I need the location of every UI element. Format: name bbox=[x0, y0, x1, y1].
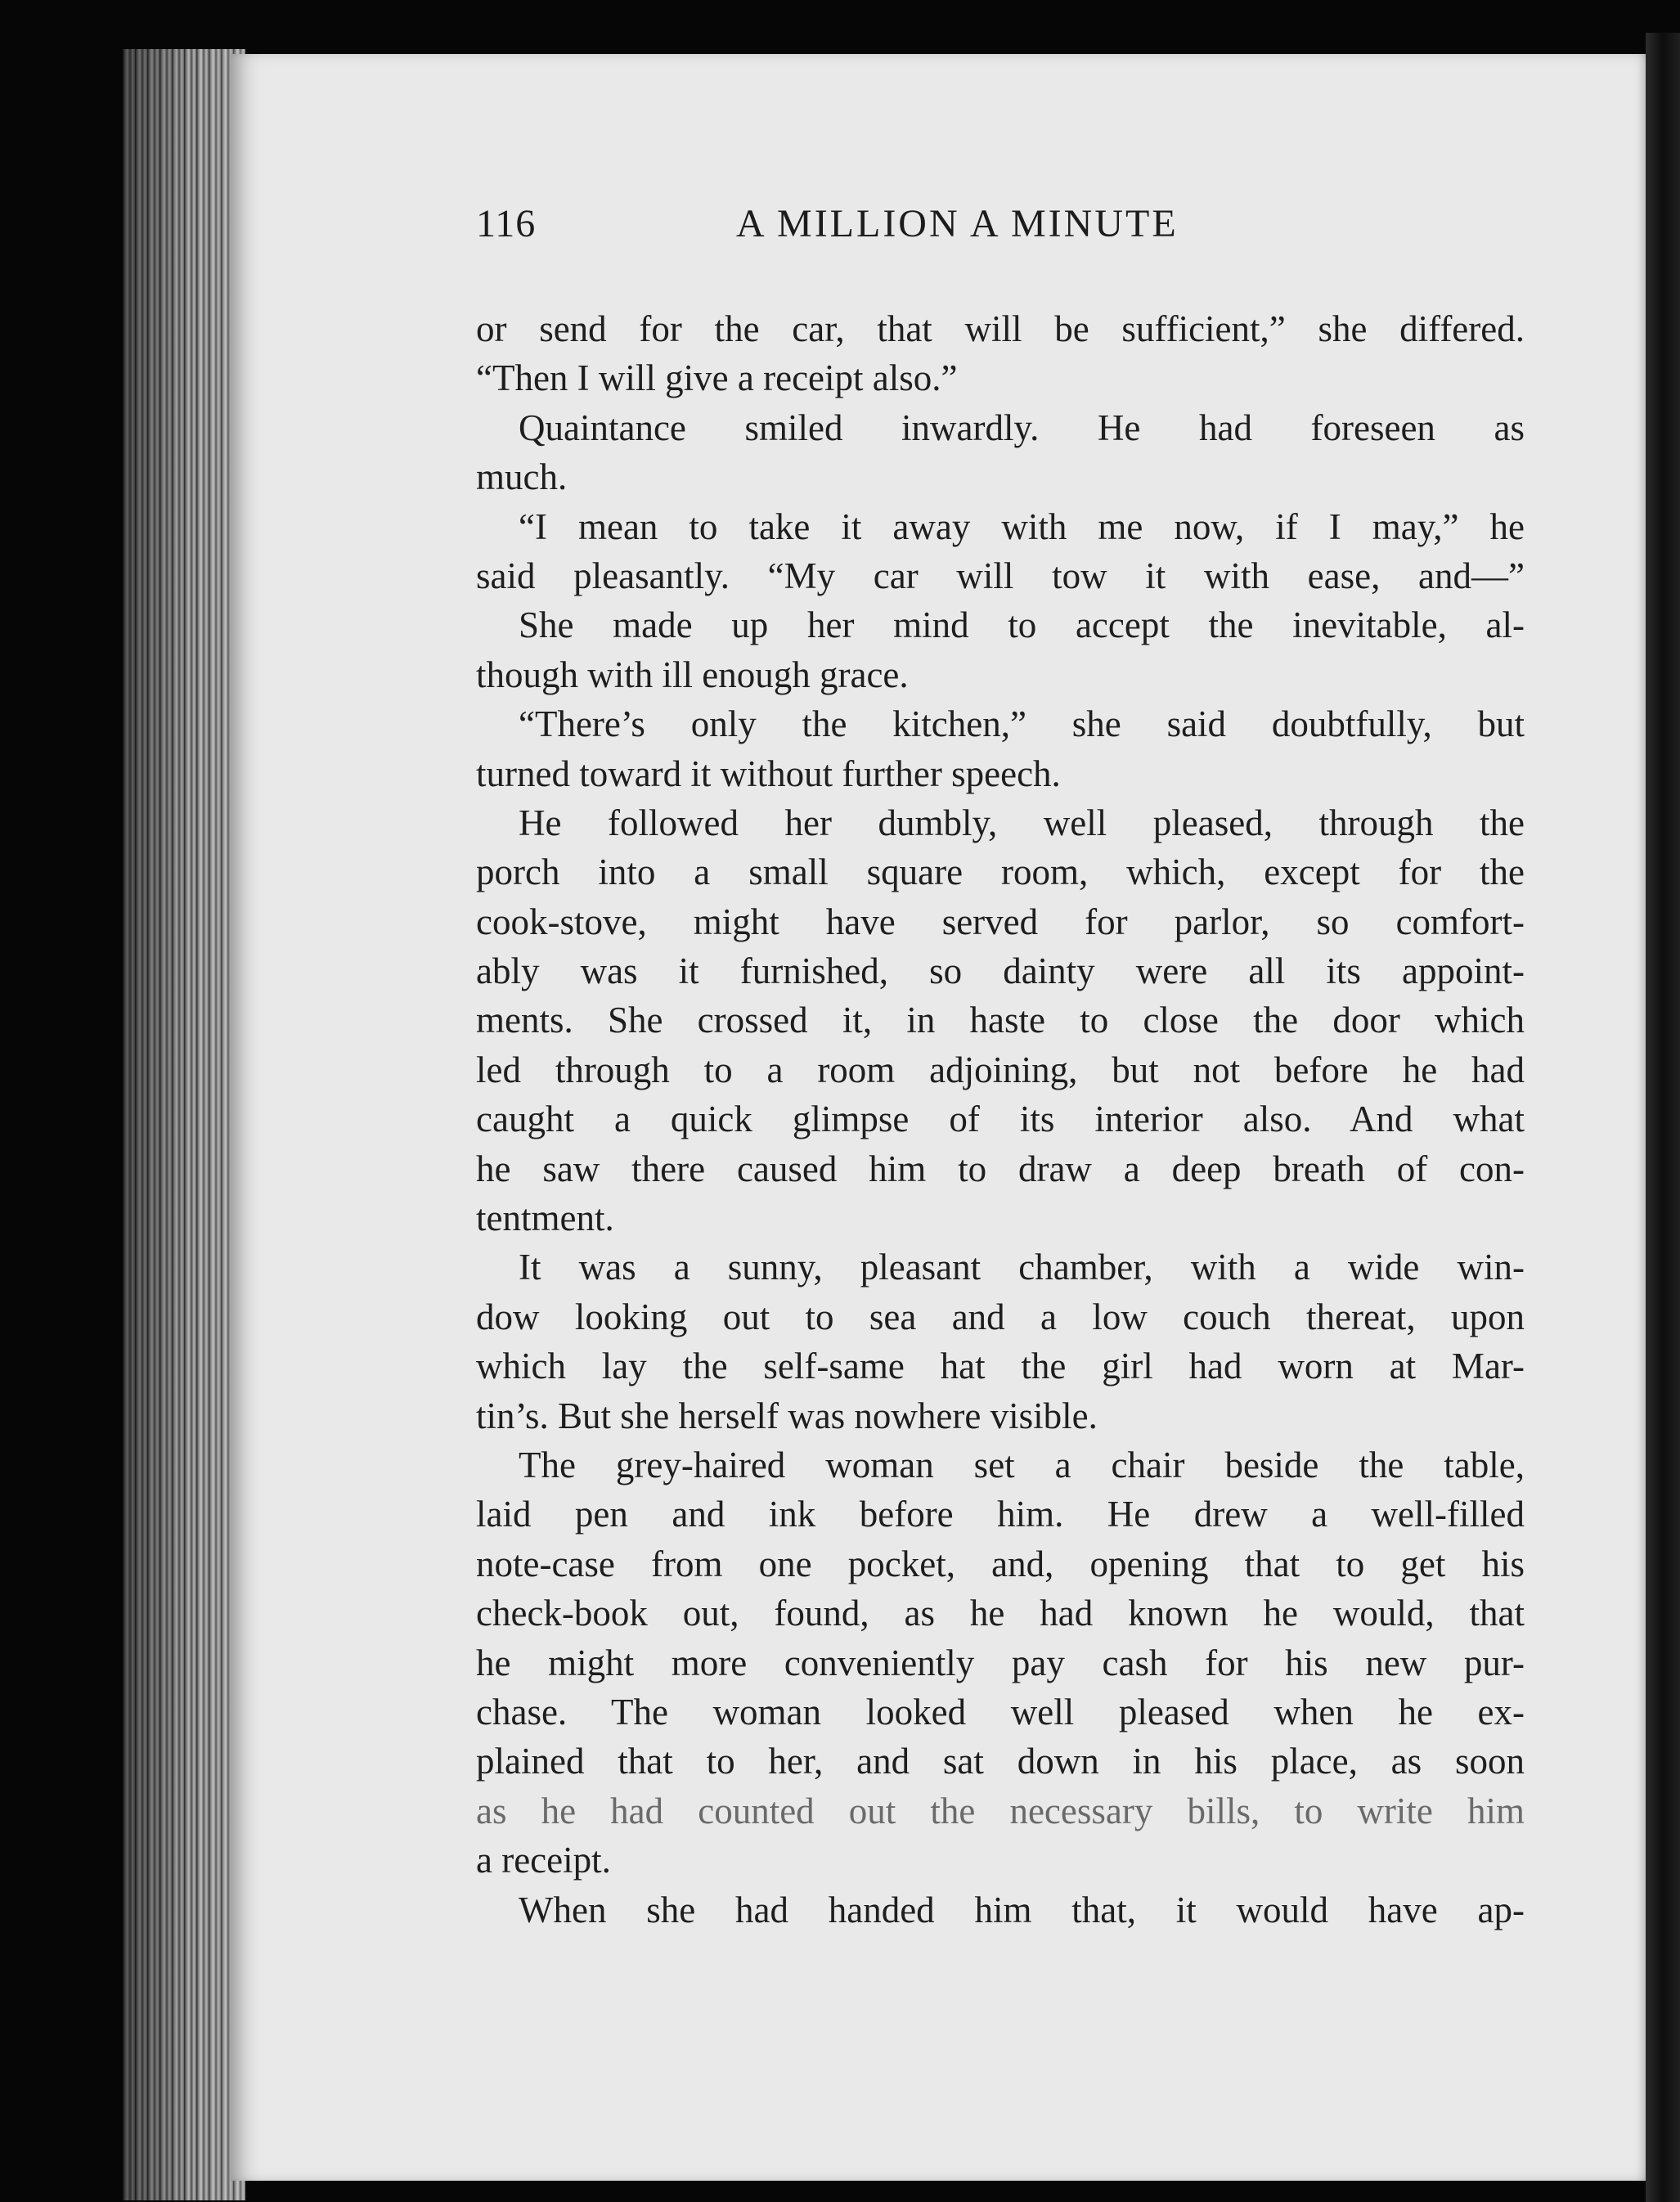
text-line: Quaintance smiled inwardly. He had foreseen as bbox=[519, 407, 1525, 448]
text-line: porch into a small square room, which, except for the bbox=[476, 852, 1525, 893]
text-line: laid pen and ink before him. He drew a well-filled bbox=[476, 1494, 1525, 1535]
text-line: It was a sunny, pleasant chamber, with a wide win- bbox=[519, 1247, 1525, 1288]
text-line: When she had handed him that, it would have ap- bbox=[519, 1889, 1525, 1930]
page-edges bbox=[123, 49, 245, 2200]
text-line: a receipt. bbox=[476, 1840, 611, 1881]
text-line: tentment. bbox=[476, 1198, 614, 1239]
text-line: he might more conveniently pay cash for his new pur- bbox=[476, 1642, 1525, 1683]
text-line: which lay the self-same hat the girl had worn at Mar- bbox=[476, 1346, 1525, 1387]
text-line: dow looking out to sea and a low couch thereat, upon bbox=[476, 1296, 1525, 1337]
text-line: he saw there caused him to draw a deep breath of con- bbox=[476, 1148, 1525, 1189]
text-line: “Then I will give a receipt also.” bbox=[476, 357, 958, 399]
text-line: “I mean to take it away with me now, if I may,” he bbox=[519, 506, 1525, 547]
running-header bbox=[476, 201, 1294, 258]
text-line: though with ill enough grace. bbox=[476, 654, 909, 695]
text-line: He followed her dumbly, well pleased, through the bbox=[519, 802, 1525, 843]
text-line: check-book out, found, as he had known he would, that bbox=[476, 1593, 1525, 1634]
text-line: or send for the car, that will be sufficient,” she differed. bbox=[476, 308, 1525, 349]
text-line: much. bbox=[476, 456, 568, 498]
text-line: as he had counted out the necessary bills, to write him bbox=[476, 1790, 1525, 1831]
text-line: plained that to her, and sat down in his place, as soon bbox=[476, 1741, 1525, 1782]
text-line: said pleasantly. “My car will tow it with ease, and—” bbox=[476, 555, 1525, 596]
text-line: ments. She crossed it, in haste to close the door which bbox=[476, 1000, 1525, 1041]
text-line: tin’s. But she herself was nowhere visible. bbox=[476, 1395, 1098, 1436]
scan-margin-right bbox=[1646, 33, 1680, 2202]
page-number: 116 bbox=[476, 202, 537, 245]
text-line: note-case from one pocket, and, opening that to get his bbox=[476, 1543, 1525, 1584]
text-line: caught a quick glimpse of its interior also. And what bbox=[476, 1099, 1525, 1140]
text-line: led through to a room adjoining, but not before he had bbox=[476, 1049, 1525, 1090]
body-text bbox=[476, 304, 1525, 1935]
running-title: A MILLION A MINUTE bbox=[736, 202, 1179, 245]
text-line: chase. The woman looked well pleased when he ex- bbox=[476, 1691, 1525, 1732]
text-line: The grey-haired woman set a chair beside the table, bbox=[519, 1444, 1525, 1485]
text-line: She made up her mind to accept the inevitable, al- bbox=[519, 604, 1525, 646]
text-line: turned toward it without further speech. bbox=[476, 753, 1061, 794]
text-line: cook-stove, might have served for parlor, so comfort- bbox=[476, 901, 1525, 942]
text-line: ably was it furnished, so dainty were all its appoint- bbox=[476, 950, 1525, 992]
text-line: “There’s only the kitchen,” she said doubtfully, but bbox=[519, 703, 1525, 745]
